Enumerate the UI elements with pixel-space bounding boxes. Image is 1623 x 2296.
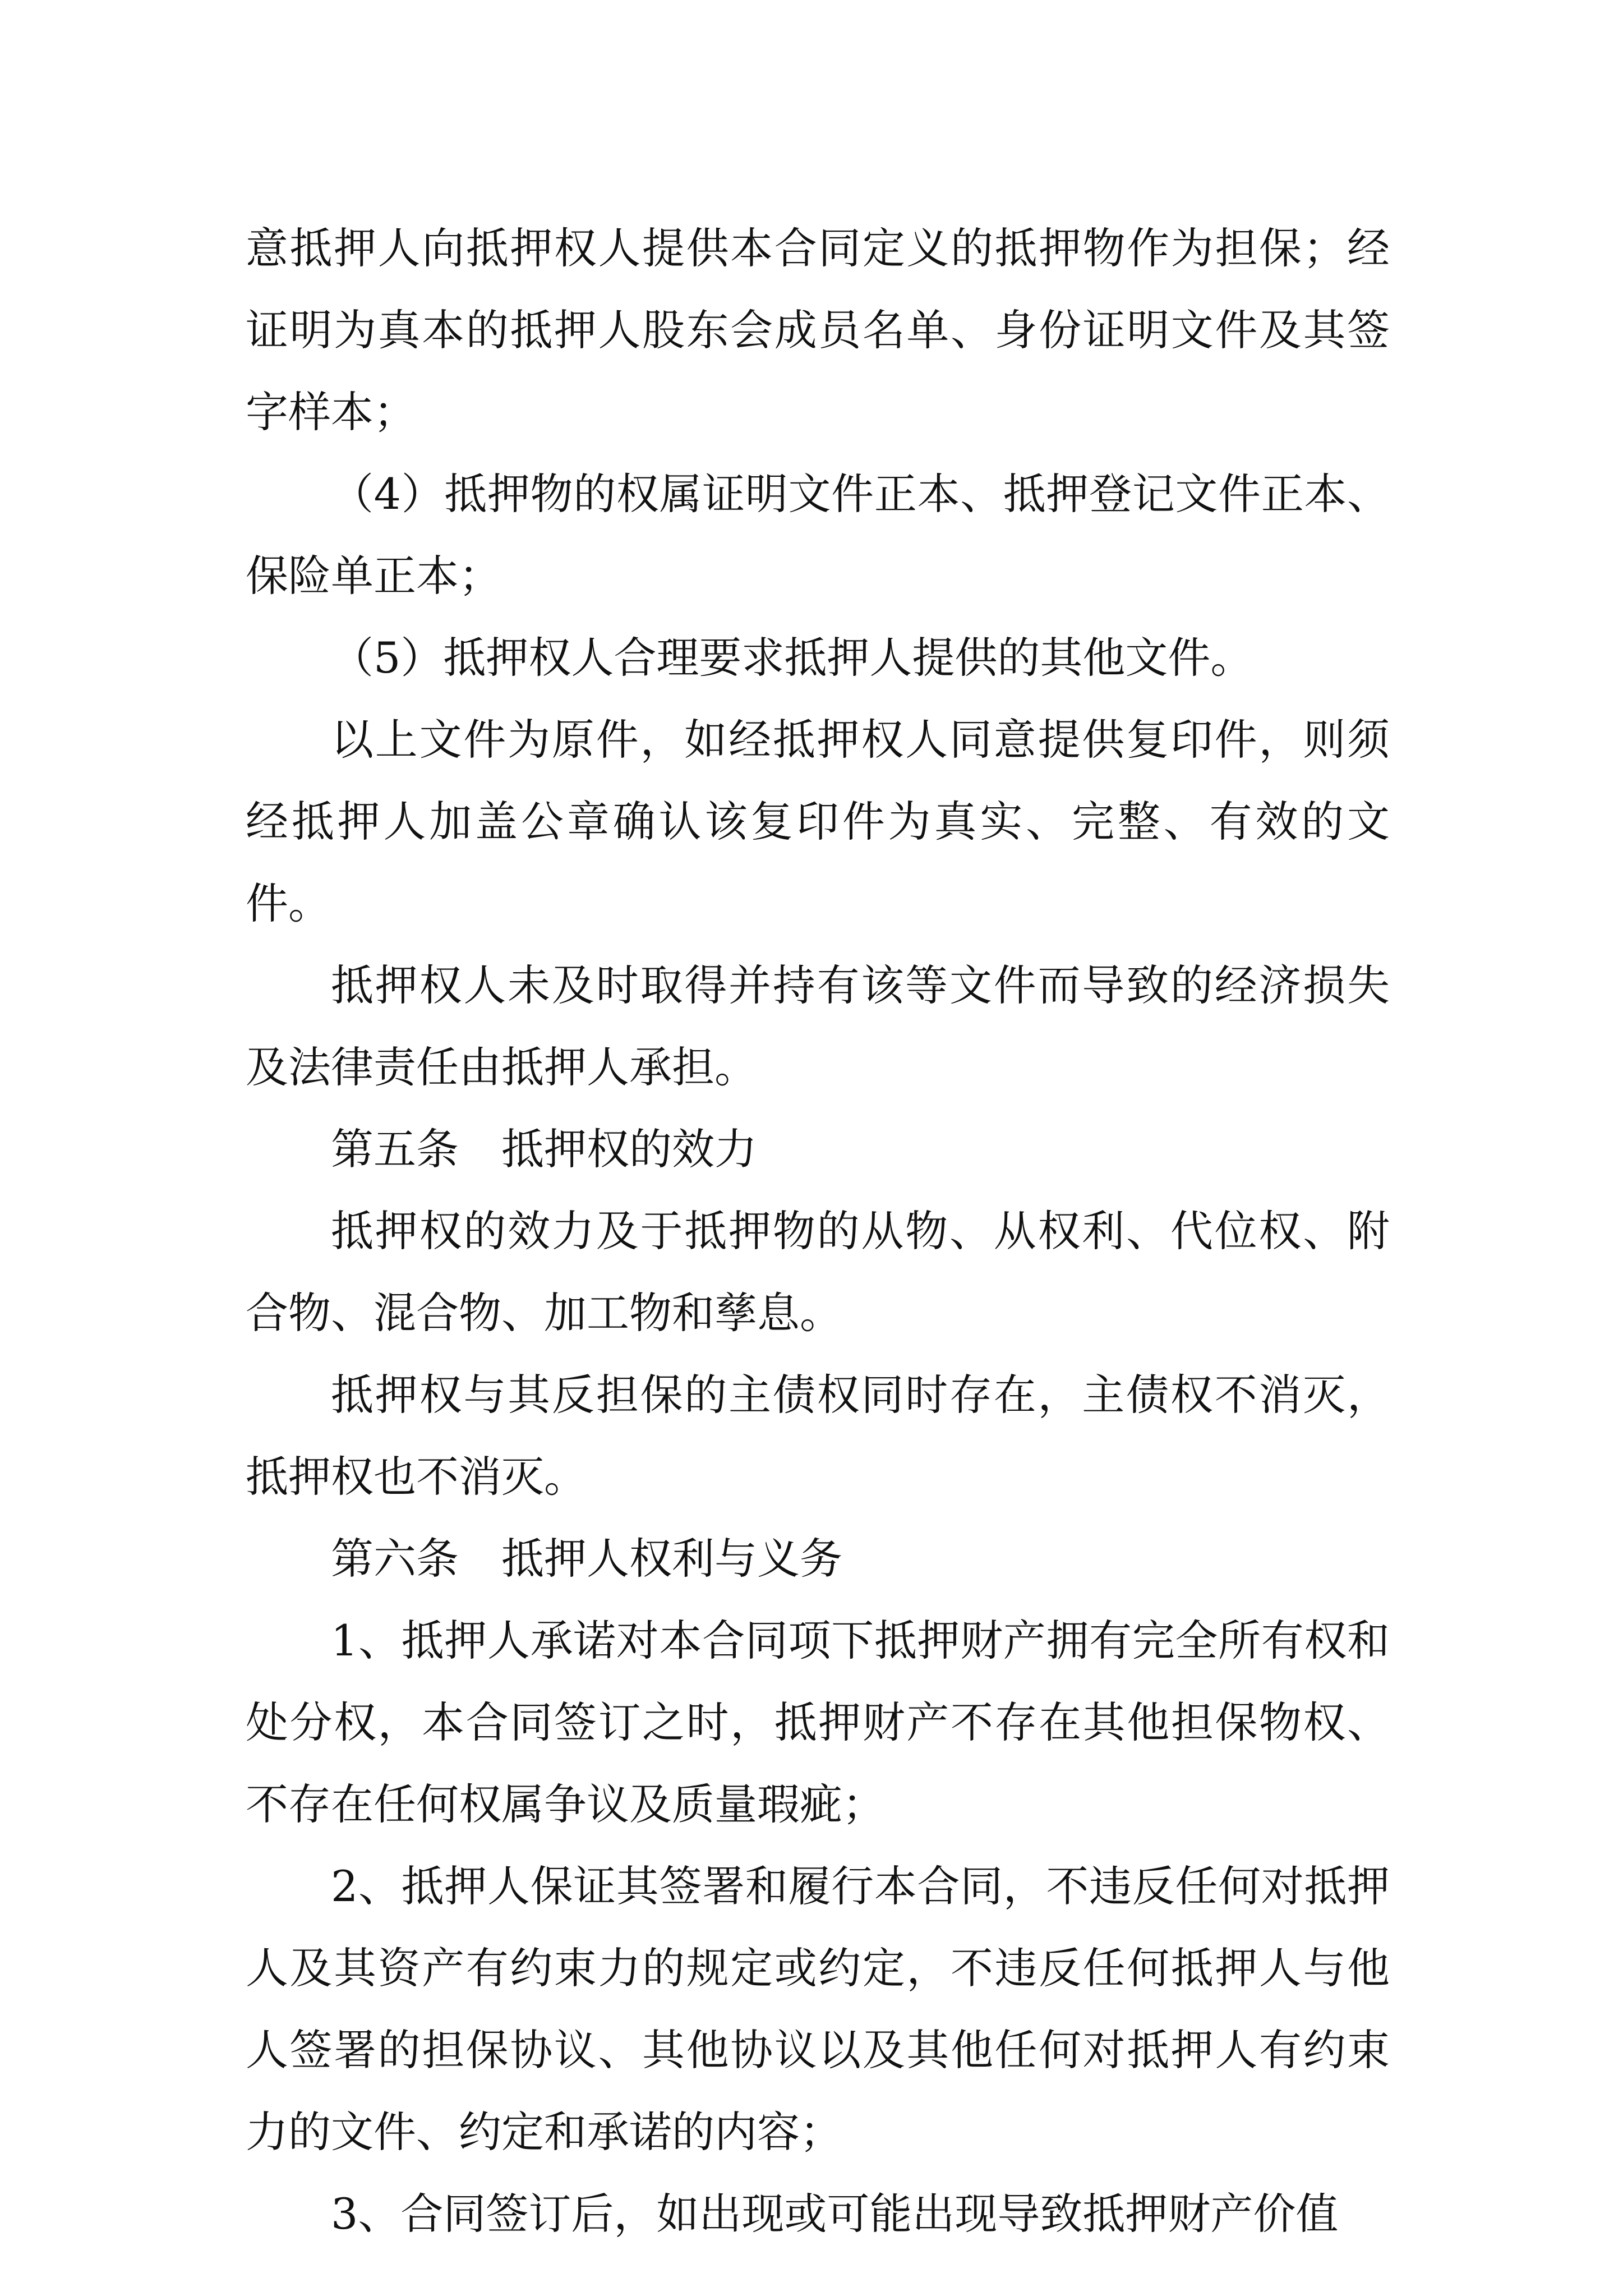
article-5-heading: 第五条 抵押权的效力 [331,1124,757,1174]
paragraph-liability: 抵押权人未及时取得并持有该等文件而导致的经济损失及法律责任由抵押人承担。 [246,960,1390,1092]
paragraph-originals: 以上文件为原件，如经抵押权人同意提供复印件，则须经抵押人加盖公章确认该复印件为真实、完整、有效的文件。 [246,715,1390,928]
paragraph-effect-scope: 抵押权的效力及于抵押物的从物、从权利、代位权、附合物、混合物、加工物和孳息。 [246,1206,1390,1338]
paragraph-item-5: （5）抵押权人合理要求抵押人提供的其他文件。 [331,633,1253,683]
document-body [246,208,1390,2255]
paragraph-item-4: （4）抵押物的权属证明文件正本、抵押登记文件正本、保险单正本； [246,469,1390,601]
article-6-heading: 第六条 抵押人权利与义务 [331,1534,842,1584]
paragraph-obligation-3: 3、合同签订后，如出现或可能出现导致抵押财产价值 [331,2189,1339,2239]
paragraph-obligation-2: 2、抵押人保证其签署和履行本合同，不违反任何对抵押人及其资产有约束力的规定或约定，不违反任何抵押人与他人签署的担保协议、其他协议以及其他任何对抵押人有约束力的文件、约定和承诺的内容； [246,1861,1390,2157]
paragraph-obligation-1: 1、抵押人承诺对本合同项下抵押财产拥有完全所有权和处分权，本合同签订之时，抵押财产不存在其他担保物权、不存在任何权属争议及质量瑕疵； [246,1616,1390,1829]
paragraph-effect-duration: 抵押权与其反担保的主债权同时存在，主债权不消灭，抵押权也不消灭。 [246,1370,1390,1502]
paragraph-shareholder-docs: 意抵押人向抵押权人提供本合同定义的抵押物作为担保；经证明为真本的抵押人股东会成员名单、身份证明文件及其签字样本； [246,223,1390,437]
